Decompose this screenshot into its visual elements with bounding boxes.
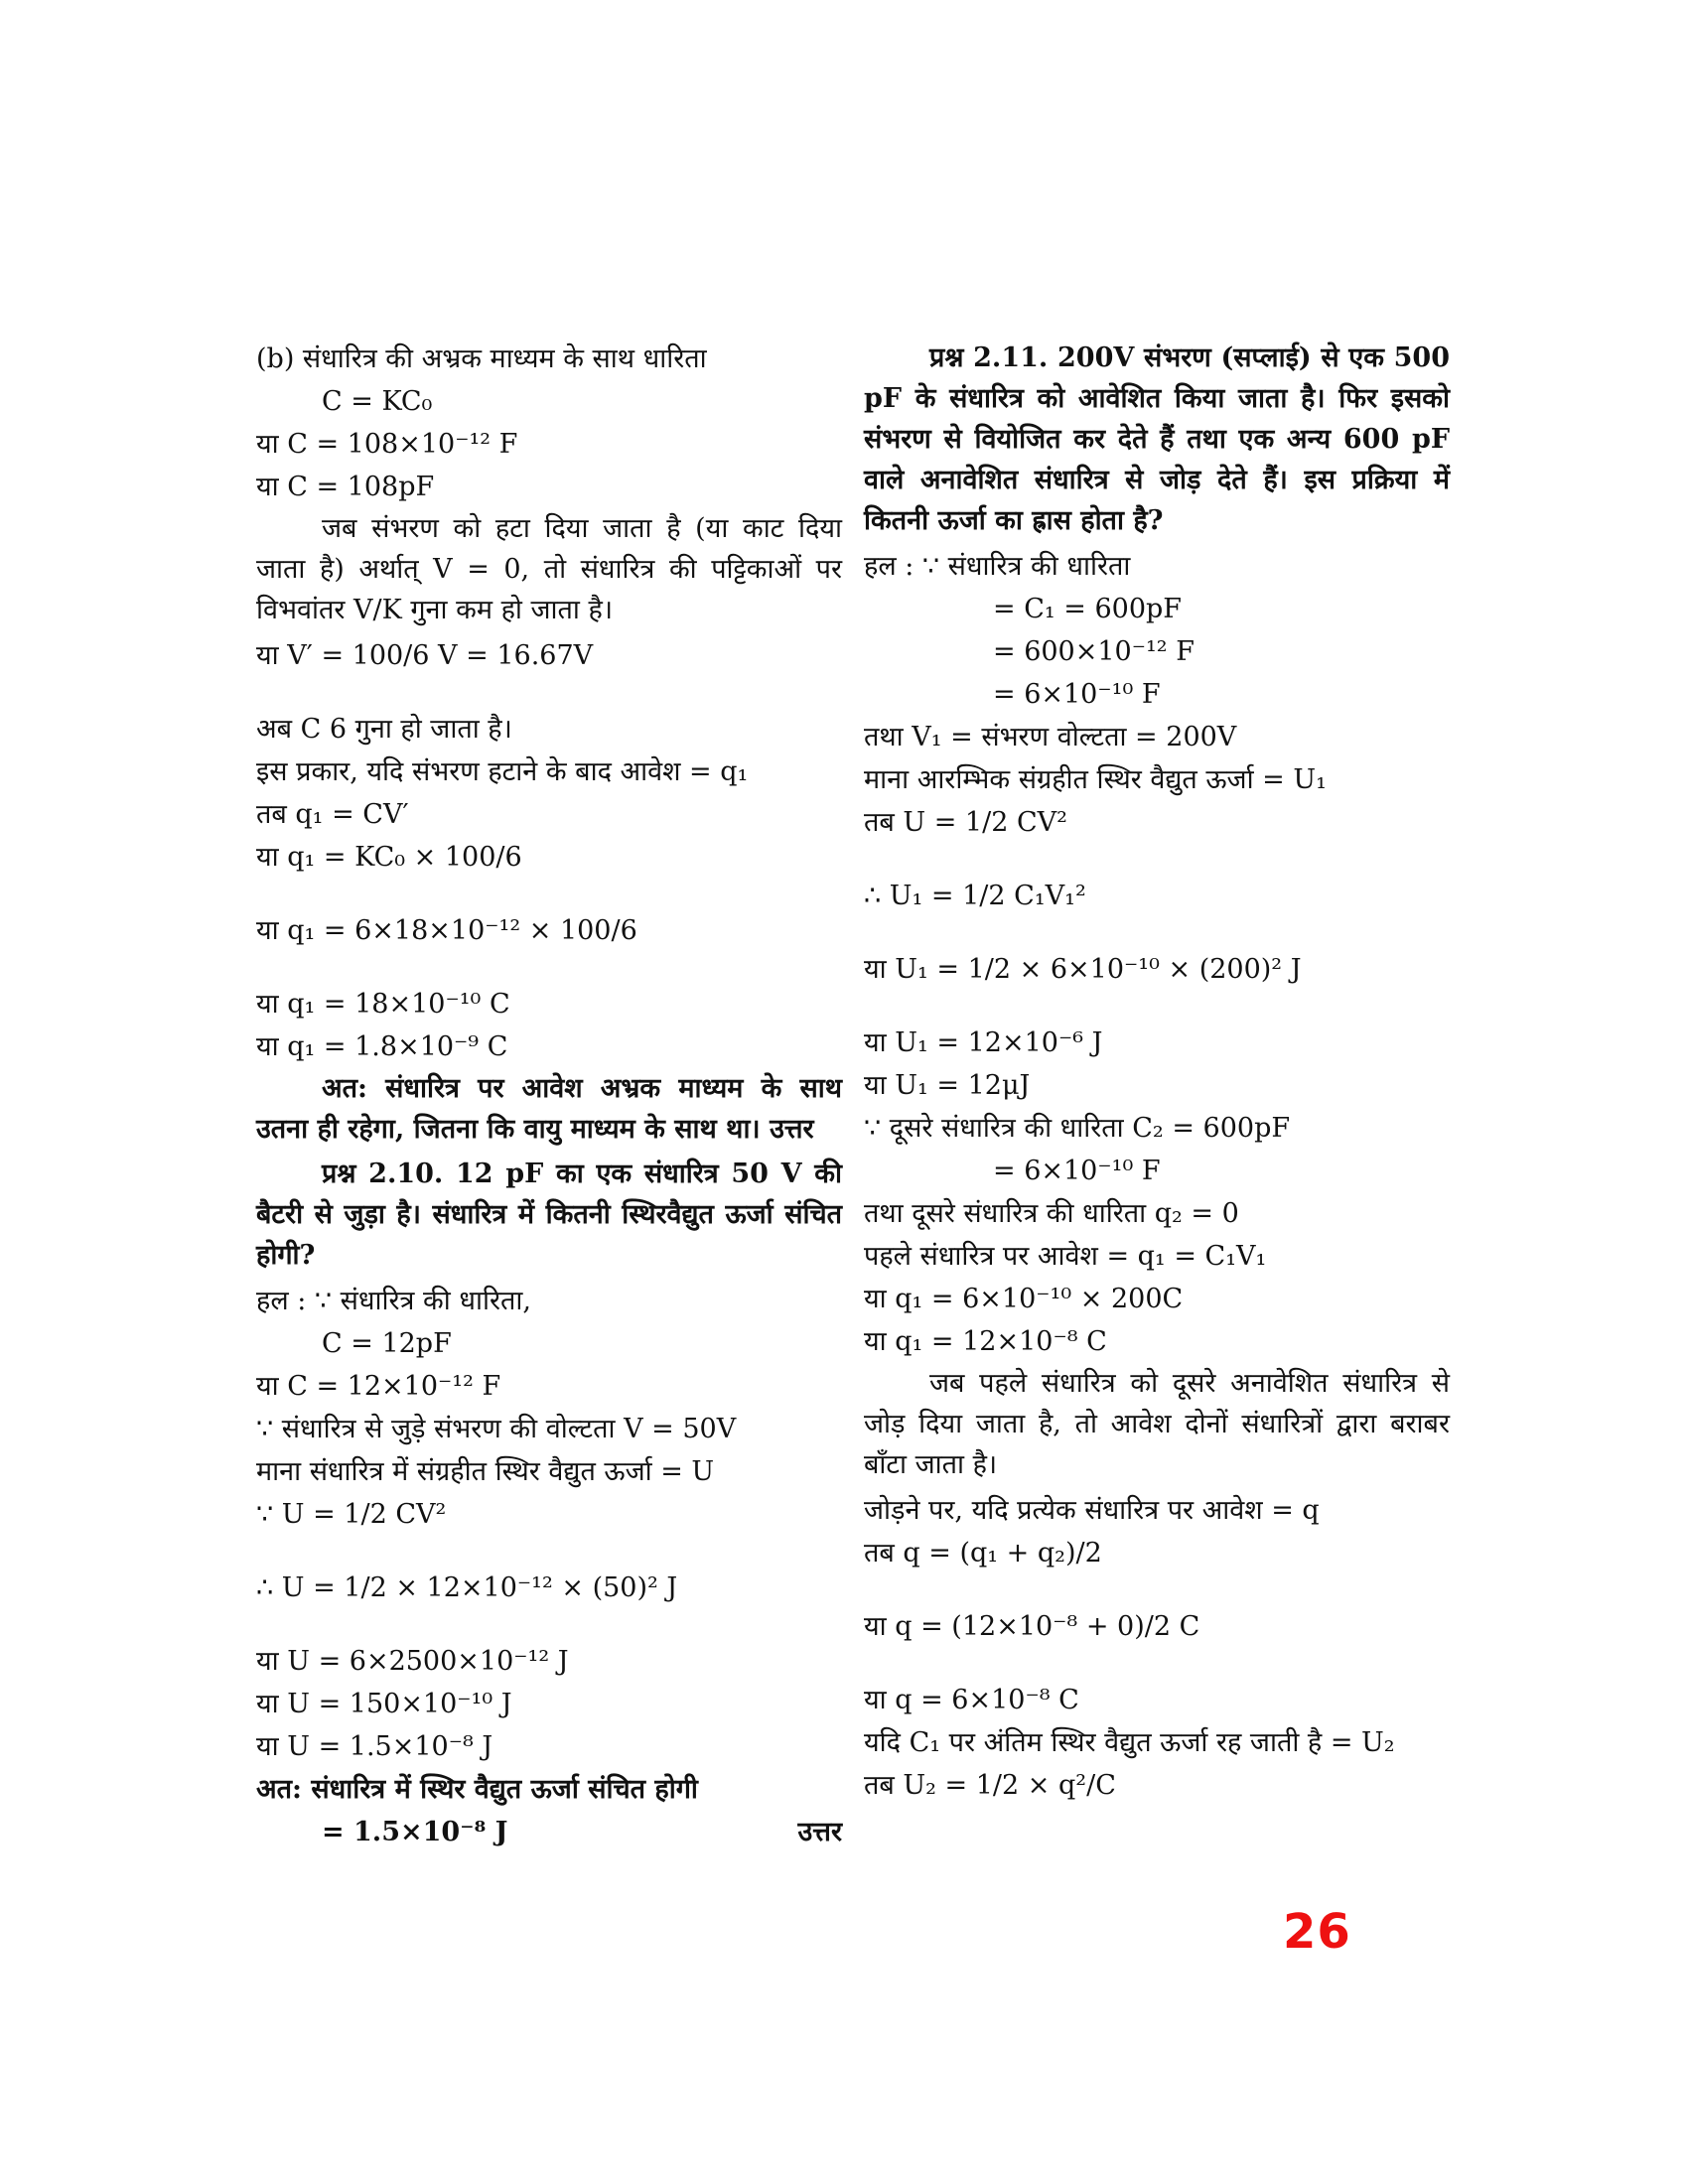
page-number: 26 [1283, 1904, 1351, 1960]
text-line: यदि C₁ पर अंतिम स्थिर वैद्युत ऊर्जा रह जाती है = U₂ [864, 1727, 1395, 1758]
paragraph: जब पहले संधारित्र को दूसरे अनावेशित संधारित्र से जोड़ दिया जाता है, तो आवेश दोनों संधारित्रों द्वारा बराबर बाँटा जाता है। [864, 1368, 1450, 1480]
text-line: माना संधारित्र में संग्रहीत स्थिर वैद्युत ऊर्जा = U [256, 1456, 715, 1487]
conclusion-paragraph: अत: संधारित्र पर आवेश अभ्रक माध्यम के साथ उतना ही रहेगा, जितना कि वायु माध्यम के साथ था। उत्तर [256, 1073, 842, 1145]
equation: या C = 108×10⁻¹² F [256, 429, 518, 460]
equation: ∴ U₁ = 1/2 C₁V₁² [864, 881, 1086, 911]
equation: या U = 1.5×10⁻⁸ J [256, 1731, 493, 1762]
equation: तब U₂ = 1/2 × q²/C [864, 1770, 1116, 1801]
text-line: जोड़ने पर, यदि प्रत्येक संधारित्र पर आवेश = q [864, 1495, 1320, 1526]
text-line: हल : ∵ संधारित्र की धारिता [864, 551, 1131, 582]
equation: या q₁ = 18×10⁻¹⁰ C [256, 989, 510, 1020]
text-line: अब C 6 गुना हो जाता है। [256, 714, 512, 745]
equation: या U₁ = 12×10⁻⁶ J [864, 1027, 1103, 1058]
paragraph: जब संभरण को हटा दिया जाता है (या काट दिया जाता है) अर्थात् V = 0, तो संधारित्र की पट्टिकाओं पर विभवांतर V/K गुना कम हो जाता है। [256, 513, 842, 625]
equation: या U = 6×2500×10⁻¹² J [256, 1646, 569, 1677]
equation: तब q = (q₁ + q₂)/2 [864, 1538, 1102, 1569]
equation: या q₁ = 6×10⁻¹⁰ × 200C [864, 1284, 1184, 1314]
text-line: माना आरम्भिक संग्रहीत स्थिर वैद्युत ऊर्जा = U₁ [864, 764, 1327, 795]
equation: C = 12pF [322, 1328, 452, 1359]
equation: या q = (12×10⁻⁸ + 0)/2 C [864, 1611, 1200, 1642]
question-2-10: प्रश्न 2.10. 12 pF का एक संधारित्र 50 V की बैटरी से जुड़ा है। संधारित्र में कितनी स्थिरवैद्युत ऊर्जा संचित होगी? [256, 1159, 842, 1271]
equation: = C₁ = 600pF [993, 594, 1183, 624]
text-line: हल : ∵ संधारित्र की धारिता, [256, 1286, 531, 1316]
equation: तब q₁ = CV′ [256, 799, 409, 830]
equation: = 6×10⁻¹⁰ F [993, 679, 1161, 710]
equation: या U = 150×10⁻¹⁰ J [256, 1689, 512, 1719]
equation: या q₁ = 12×10⁻⁸ C [864, 1326, 1107, 1357]
equation: या C = 108pF [256, 472, 435, 502]
question-2-11: प्रश्न 2.11. 200V संभरण (सप्लाई) से एक 500 pF के संधारित्र को आवेशित किया जाता है। फिर इसको संभरण से वियोजित कर देते हैं तथा एक अन्य 600 pF वाले अनावेशित संधारित्र से जोड़ देते हैं। इस प्रक्रिया में कितनी ऊर्जा का ह्रास होता है? [864, 342, 1450, 536]
equation: या U₁ = 1/2 × 6×10⁻¹⁰ × (200)² J [864, 954, 1302, 985]
text-line: पहले संधारित्र पर आवेश = q₁ = C₁V₁ [864, 1241, 1267, 1272]
equation: तब U = 1/2 CV² [864, 807, 1067, 838]
equation: तथा V₁ = संभरण वोल्टता = 200V [864, 722, 1237, 752]
text-line: इस प्रकार, यदि संभरण हटाने के बाद आवेश = q₁ [256, 756, 749, 787]
equation: या C = 12×10⁻¹² F [256, 1371, 501, 1402]
equation: या q₁ = 1.8×10⁻⁹ C [256, 1031, 508, 1062]
right-column [864, 338, 1450, 1838]
equation: C = KC₀ [322, 386, 433, 417]
answer-label: उत्तर [797, 1817, 842, 1847]
equation: या q = 6×10⁻⁸ C [864, 1685, 1079, 1715]
text-line: अत: संधारित्र में स्थिर वैद्युत ऊर्जा संचित होगी [256, 1774, 698, 1805]
equation: या U₁ = 12μJ [864, 1070, 1031, 1101]
equation: = 6×10⁻¹⁰ F [993, 1156, 1161, 1186]
text-line: (b) संधारित्र की अभ्रक माध्यम के साथ धारिता [256, 343, 707, 374]
equation: ∴ U = 1/2 × 12×10⁻¹² × (50)² J [256, 1572, 678, 1603]
equation: या V′ = 100/6 V = 16.67V [256, 640, 594, 671]
text-line: ∵ संधारित्र से जुड़े संभरण की वोल्टता V = 50V [256, 1414, 737, 1444]
text-line: तथा दूसरे संधारित्र की धारिता q₂ = 0 [864, 1198, 1239, 1229]
text-line: ∵ दूसरे संधारित्र की धारिता C₂ = 600pF [864, 1113, 1291, 1144]
final-answer-line [256, 1811, 842, 1853]
left-column [256, 338, 842, 1853]
equation: या q₁ = KC₀ × 100/6 [256, 842, 522, 873]
final-answer-value: = 1.5×10⁻⁸ J [322, 1817, 508, 1847]
equation: या q₁ = 6×18×10⁻¹² × 100/6 [256, 915, 637, 946]
equation: = 600×10⁻¹² F [993, 636, 1195, 667]
equation: ∵ U = 1/2 CV² [256, 1499, 447, 1530]
